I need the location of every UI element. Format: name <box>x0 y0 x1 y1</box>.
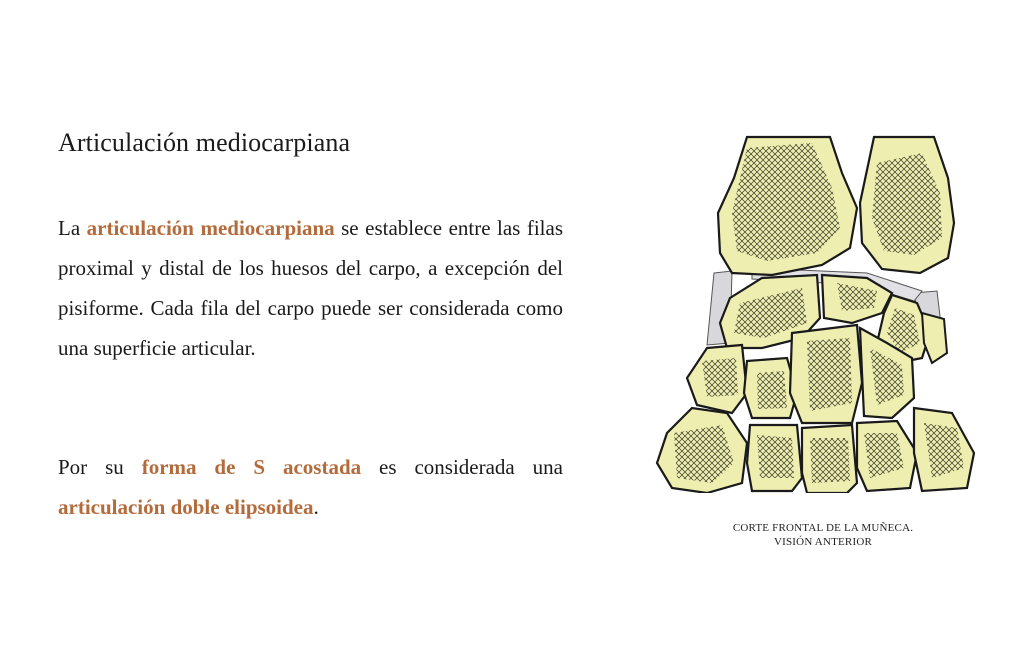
figure-caption <box>700 521 946 549</box>
highlight-term: articulación doble elipsoidea <box>58 495 314 519</box>
caption-line: VISIÓN ANTERIOR <box>773 536 873 548</box>
caption-line: CORTE FRONTAL DE LA MUÑECA. <box>732 522 914 534</box>
highlight-term: articulación mediocarpiana <box>86 216 335 240</box>
paragraph-text: es considerada una <box>361 455 563 479</box>
paragraph-text: La <box>58 216 87 240</box>
ulna-bone <box>860 137 954 273</box>
paragraph-intro <box>58 208 563 368</box>
highlight-term: forma de S acostada <box>141 455 362 479</box>
paragraph-text: se establece entre las filas proximal y distal de los huesos del carpo, a excepción del pisiforme. Cada fila del carpo puede ser considerada como una superficie articular. <box>58 216 564 360</box>
radius-bone <box>718 137 857 275</box>
paragraph-text: Por su <box>58 455 142 479</box>
paragraph-shape <box>58 447 563 527</box>
paragraph-text: . <box>313 495 319 519</box>
page-title: Articulación mediocarpiana <box>58 128 351 157</box>
wrist-section-illustration <box>652 133 982 493</box>
